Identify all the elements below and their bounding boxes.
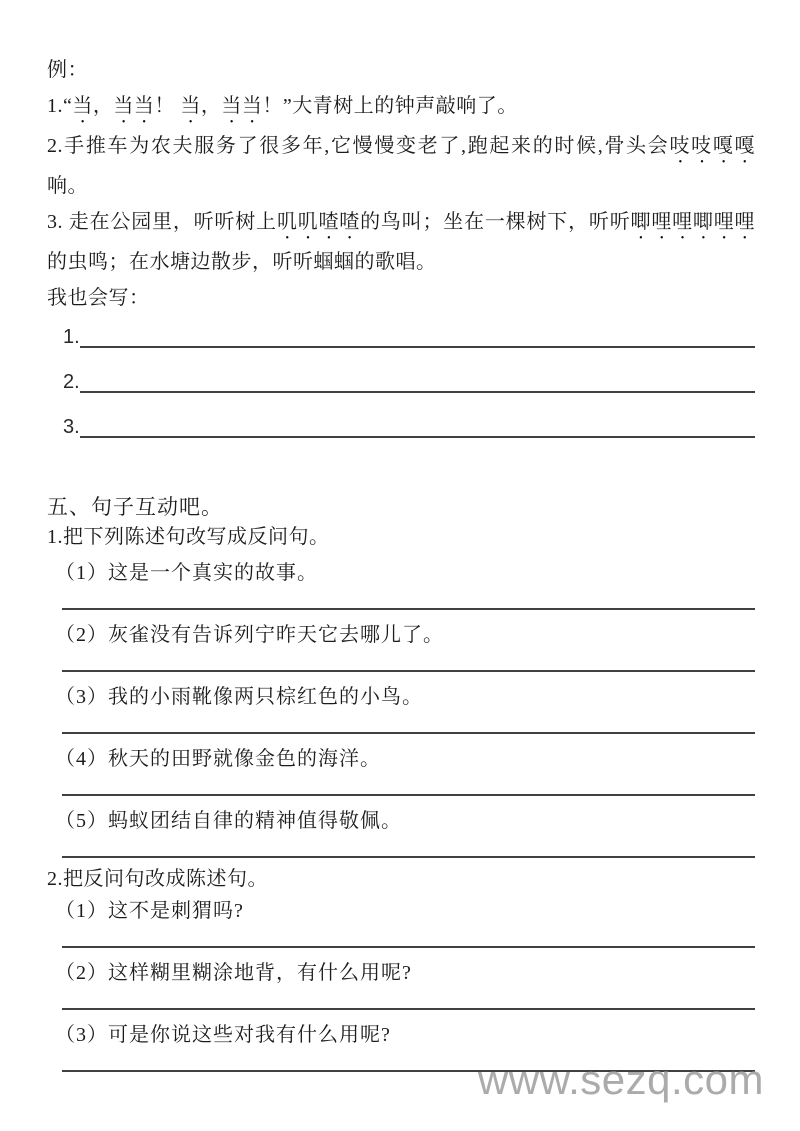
blank-number: 1. — [63, 326, 80, 348]
example-sentence-3 — [47, 204, 755, 280]
example-sentence-1 — [47, 88, 755, 128]
site-watermark: www.sezq.com — [477, 1056, 764, 1103]
plain-text: ！ — [154, 95, 181, 117]
question-item: （1）这不是刺猬吗? — [55, 900, 244, 922]
plain-text: 2.手推车为农夫服务了很多年,它慢慢变老了,跑起来的时候,骨头会 — [47, 135, 670, 157]
plain-text: 1.“ — [47, 95, 73, 117]
plain-text: 响。 — [47, 175, 88, 197]
part2-title: 2.把反问句改成陈述句。 — [47, 868, 268, 890]
plain-text: 3. 走在公园里，听听树上 — [47, 211, 277, 233]
question-item: （5）蚂蚁团结自律的精神值得敬佩。 — [55, 810, 402, 832]
question-item: （4）秋天的田野就像金色的海洋。 — [55, 748, 381, 770]
blank-underline — [80, 326, 755, 348]
write-blank-row — [63, 324, 755, 348]
emphasized-text: 当 — [72, 95, 93, 117]
question-item: （1）这是一个真实的故事。 — [55, 562, 318, 584]
emphasized-text: 当当 — [113, 95, 155, 117]
emphasized-text: 吱吱嘎嘎 — [669, 135, 756, 157]
question-item: （3）可是你说这些对我有什么用呢? — [55, 1024, 391, 1046]
question-item: （2）这样糊里糊涂地背，有什么用呢? — [55, 962, 412, 984]
write-blank-row — [63, 414, 755, 438]
i-can-write-label: 我也会写： — [47, 287, 150, 309]
answer-blank-line — [62, 732, 755, 734]
plain-text: ， — [92, 95, 114, 117]
section-heading: 五、句子互动吧。 — [47, 495, 223, 519]
example-section — [47, 52, 755, 280]
emphasized-text: 当当 — [221, 95, 263, 117]
answer-blank-line — [62, 794, 755, 796]
answer-blank-line — [62, 670, 755, 672]
emphasized-text: 唧哩哩唧哩哩 — [630, 211, 756, 233]
emphasized-text: 当 — [180, 95, 201, 117]
example-sentence-2 — [47, 128, 755, 204]
i-can-write-section — [47, 280, 755, 438]
emphasized-text: 叽叽喳喳 — [276, 211, 361, 233]
blank-underline — [80, 371, 755, 393]
part1-title: 1.把下列陈述句改写成反问句。 — [47, 526, 330, 548]
blank-number: 2. — [63, 371, 80, 393]
question-item: （2）灰雀没有告诉列宁昨天它去哪儿了。 — [55, 624, 444, 646]
blank-underline — [80, 416, 755, 438]
plain-text: ， — [200, 95, 222, 117]
write-blank-row — [63, 369, 755, 393]
plain-text: ！”大青树上的钟声敲响了。 — [262, 95, 518, 117]
plain-text: 的鸟叫；坐在一棵树下，听听 — [360, 211, 631, 233]
part1-statements-to-questions — [47, 522, 755, 858]
answer-blank-line — [62, 856, 755, 858]
question-item: （3）我的小雨靴像两只棕红色的小鸟。 — [55, 686, 423, 708]
plain-text: 的虫鸣；在水塘边散步，听听蝈蝈的歌唱。 — [47, 251, 437, 273]
section-five — [47, 492, 755, 1072]
example-label: 例： — [47, 59, 88, 81]
blank-number: 3. — [63, 416, 80, 438]
part2-questions-to-statements — [47, 864, 755, 1072]
answer-blank-line — [62, 1008, 755, 1010]
answer-blank-line — [62, 946, 755, 948]
answer-blank-line — [62, 608, 755, 610]
